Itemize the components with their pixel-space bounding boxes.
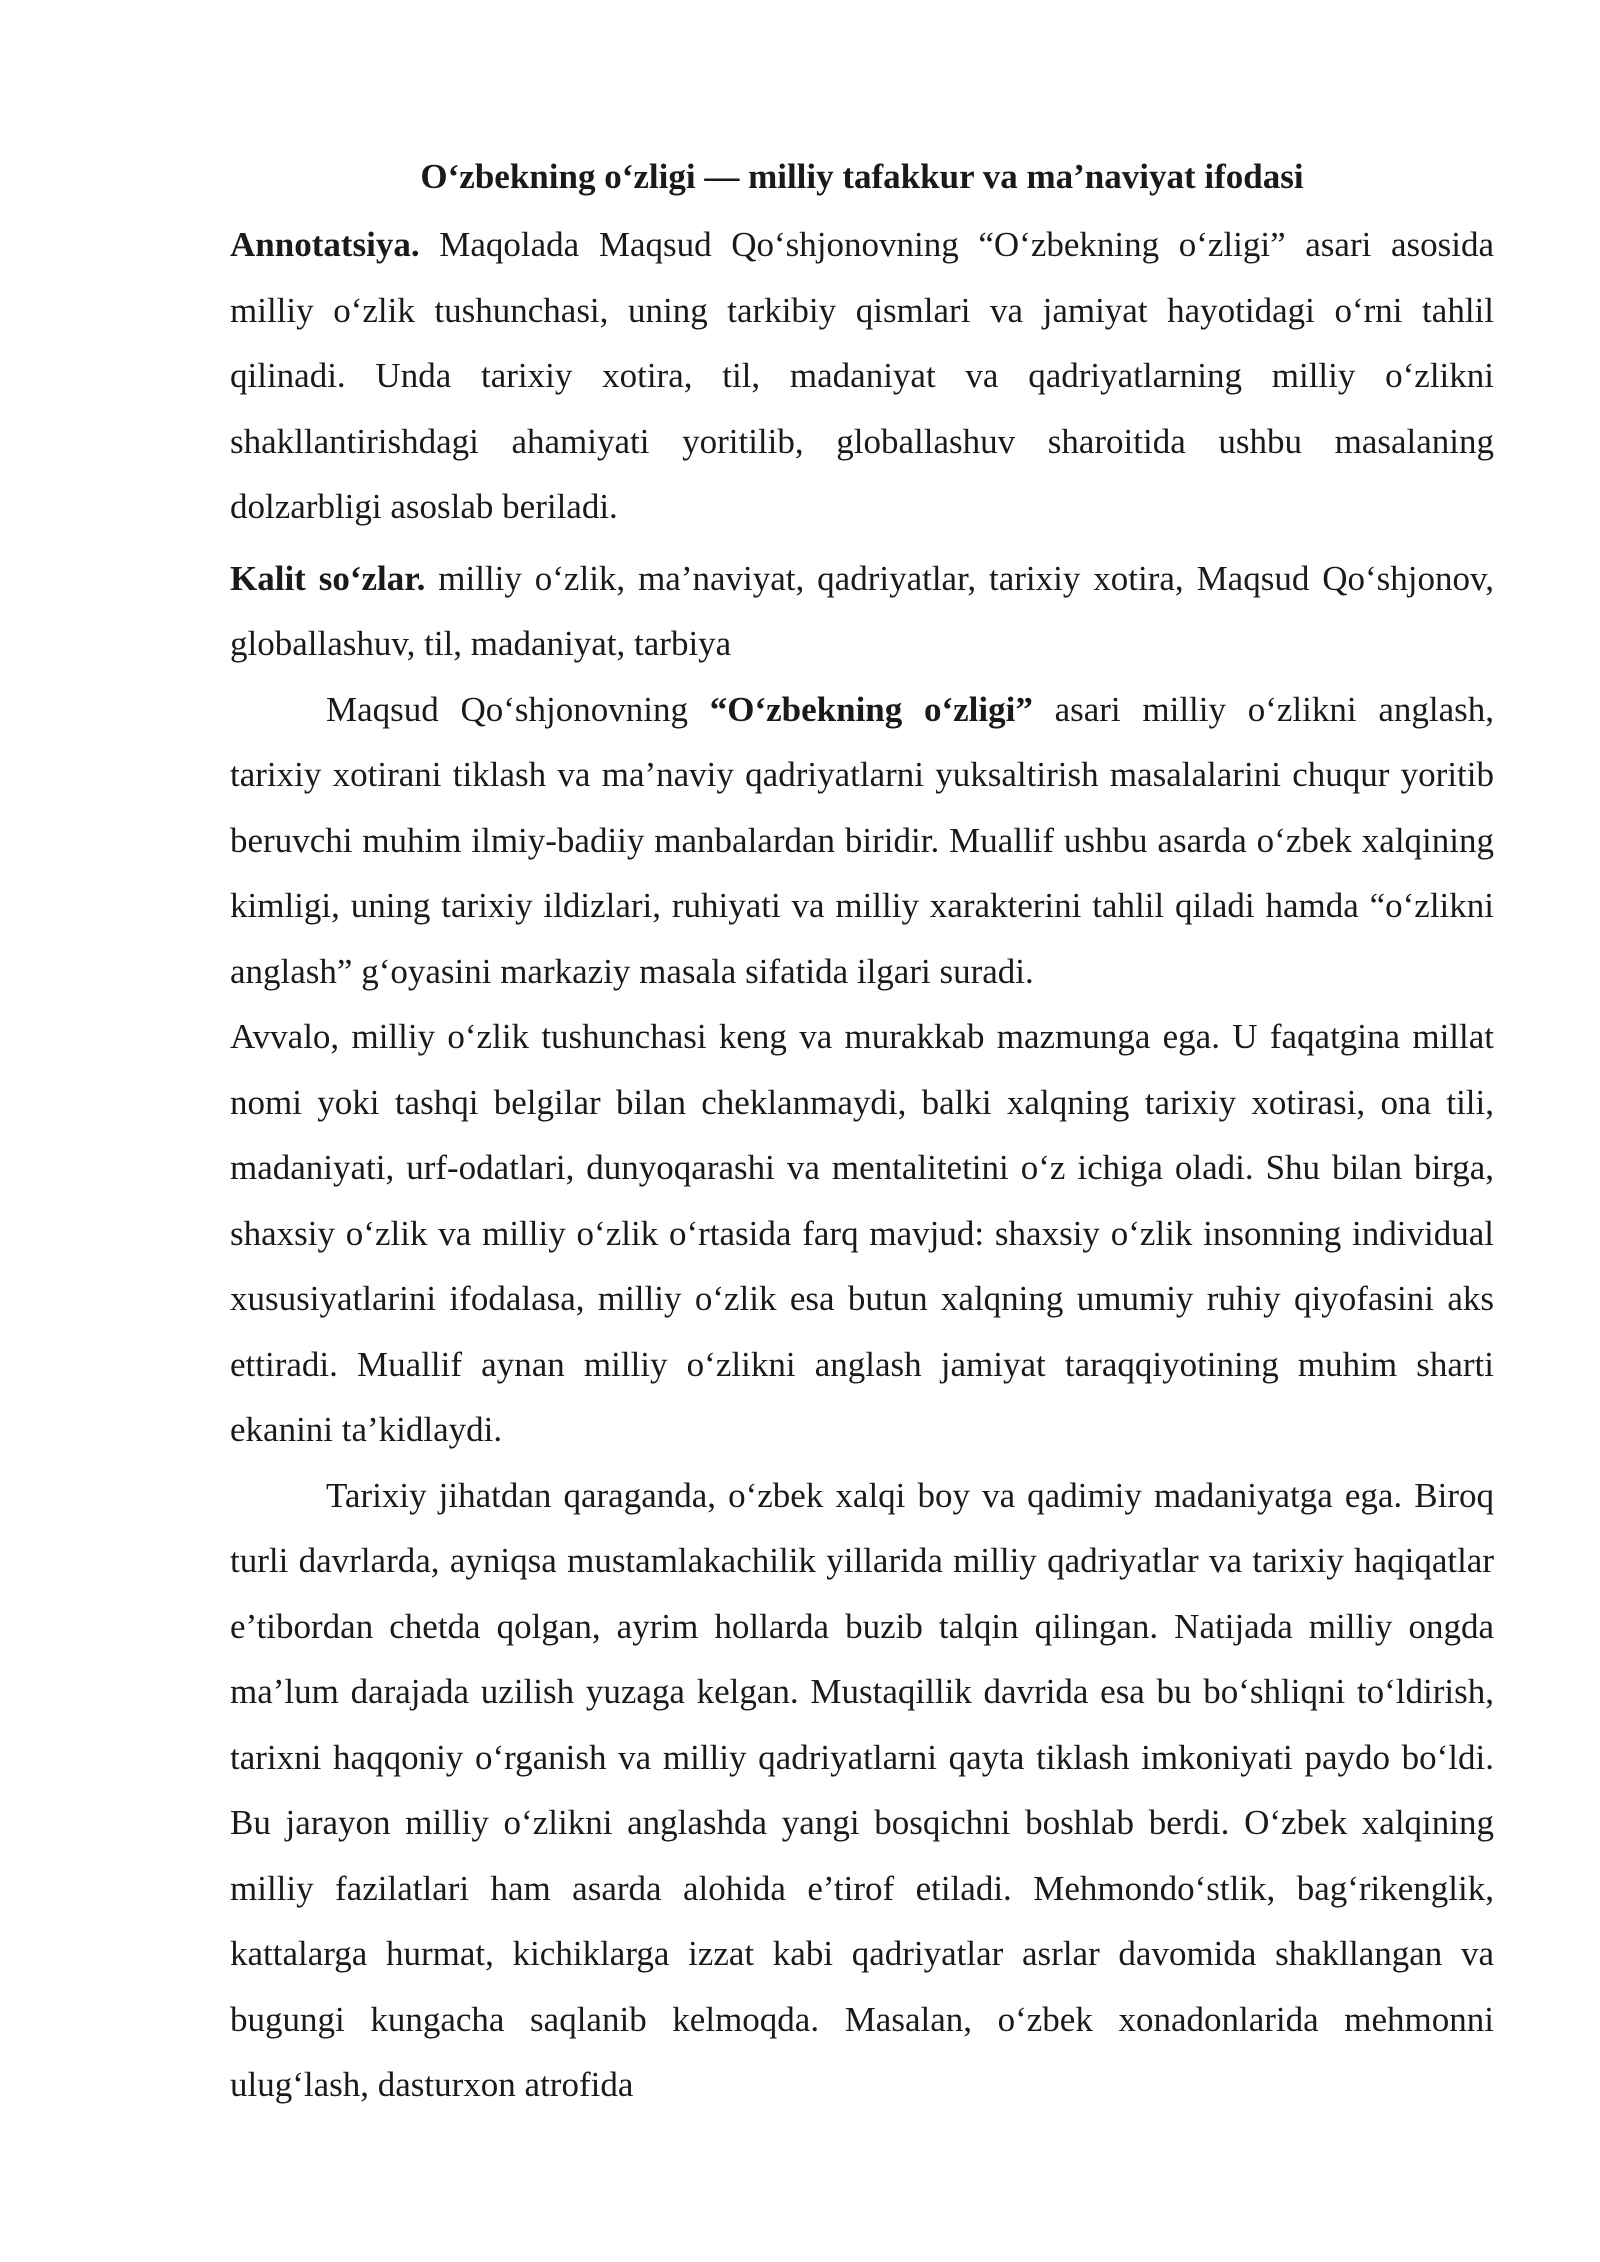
abstract-text: Maqolada Maqsud Qo‘shjonovning “O‘zbekning o‘zligi” asari asosida milliy o‘zlik tushunchasi, uning tarkibiy qismlari va jamiyat hayotidagi o‘rni tahlil qilinadi. Unda tarixiy xotira, til, madaniyat va qadriyatlarning milliy o‘zlikni shakllantirishdagi ahamiyati yoritilib, globallashuv sharoitida ushbu masalaning dolzarbligi asoslab beriladi. bbox=[230, 225, 1494, 526]
abstract-label: Annotatsiya. bbox=[230, 225, 420, 264]
abstract-paragraph bbox=[230, 212, 1494, 540]
keywords-label: Kalit so‘zlar. bbox=[230, 558, 426, 598]
document-title: O‘zbekning o‘zligi — milliy tafakkur va ma’naviyat ifodasi bbox=[420, 157, 1304, 196]
paragraph-1-rest: asari milliy o‘zlikni anglash, tarixiy xotirani tiklash va ma’naviy qadriyatlarni yuksaltirish masalalarini chuqur yoritib beruvchi muhim ilmiy-badiiy manbalardan biridir. Muallif ushbu asarda o‘zbek xalqining kimligi, uning tarixiy ildizlari, ruhiyati va milliy xarakterini tahlil qiladi hamda “o‘zlikni anglash” g‘oyasini markaziy masala sifatida ilgari suradi. bbox=[230, 689, 1494, 991]
body-paragraph-2: Avvalo, milliy o‘zlik tushunchasi keng va murakkab mazmunga ega. U faqatgina millat nomi yoki tashqi belgilar bilan cheklanmaydi, balki xalqning tarixiy xotirasi, ona tili, madaniyati, urf-odatlari, dunyoqarashi va mentalitetini o‘z ichiga oladi. Shu bilan birga, shaxsiy o‘zlik va milliy o‘zlik o‘rtasida farq mavjud: shaxsiy o‘zlik insonning individual xususiyatlarini ifodalasa, milliy o‘zlik esa butun xalqning umumiy ruhiy qiyofasini aks ettiradi. Muallif aynan milliy o‘zlikni anglash jamiyat taraqqiyotining muhim sharti ekanini ta’kidlaydi. bbox=[230, 1017, 1494, 1449]
body-paragraph-3: Tarixiy jihatdan qaraganda, o‘zbek xalqi boy va qadimiy madaniyatga ega. Biroq turli davrlarda, ayniqsa mustamlakachilik yillarida milliy qadriyatlar va tarixiy haqiqatlar e’tibordan chetda qolgan, ayrim hollarda buzib talqin qilingan. Natijada milliy ongda ma’lum darajada uzilish yuzaga kelgan. Mustaqillik davrida esa bu bo‘shliqni to‘ldirish, tarixni haqqoniy o‘rganish va milliy qadriyatlarni qayta tiklash imkoniyati paydo bo‘ldi. Bu jarayon milliy o‘zlikni anglashda yangi bosqichni boshlab berdi. O‘zbek xalqining milliy fazilatlari ham asarda alohida e’tirof etiladi. Mehmondo‘stlik, bag‘rikenglik, kattalarga hurmat, kichiklarga izzat kabi qadriyatlar asrlar davomida shakllangan va bugungi kungacha saqlanib kelmoqda. Masalan, o‘zbek xonadonlarida mehmonni ulug‘lash, dasturxon atrofida bbox=[230, 1475, 1494, 2104]
document-page bbox=[230, 148, 1494, 2118]
book-title-bold: “O‘zbekning o‘zligi” bbox=[709, 689, 1033, 729]
keywords-text: milliy o‘zlik, ma’naviyat, qadriyatlar, tarixiy xotira, Maqsud Qo‘shjonov, globallashuv, til, madaniyat, tarbiya bbox=[230, 558, 1494, 663]
paragraph-1-lead: Maqsud Qo‘shjonovning bbox=[326, 689, 710, 729]
body-paragraph-1 bbox=[230, 677, 1494, 1005]
keywords-paragraph bbox=[230, 546, 1494, 677]
